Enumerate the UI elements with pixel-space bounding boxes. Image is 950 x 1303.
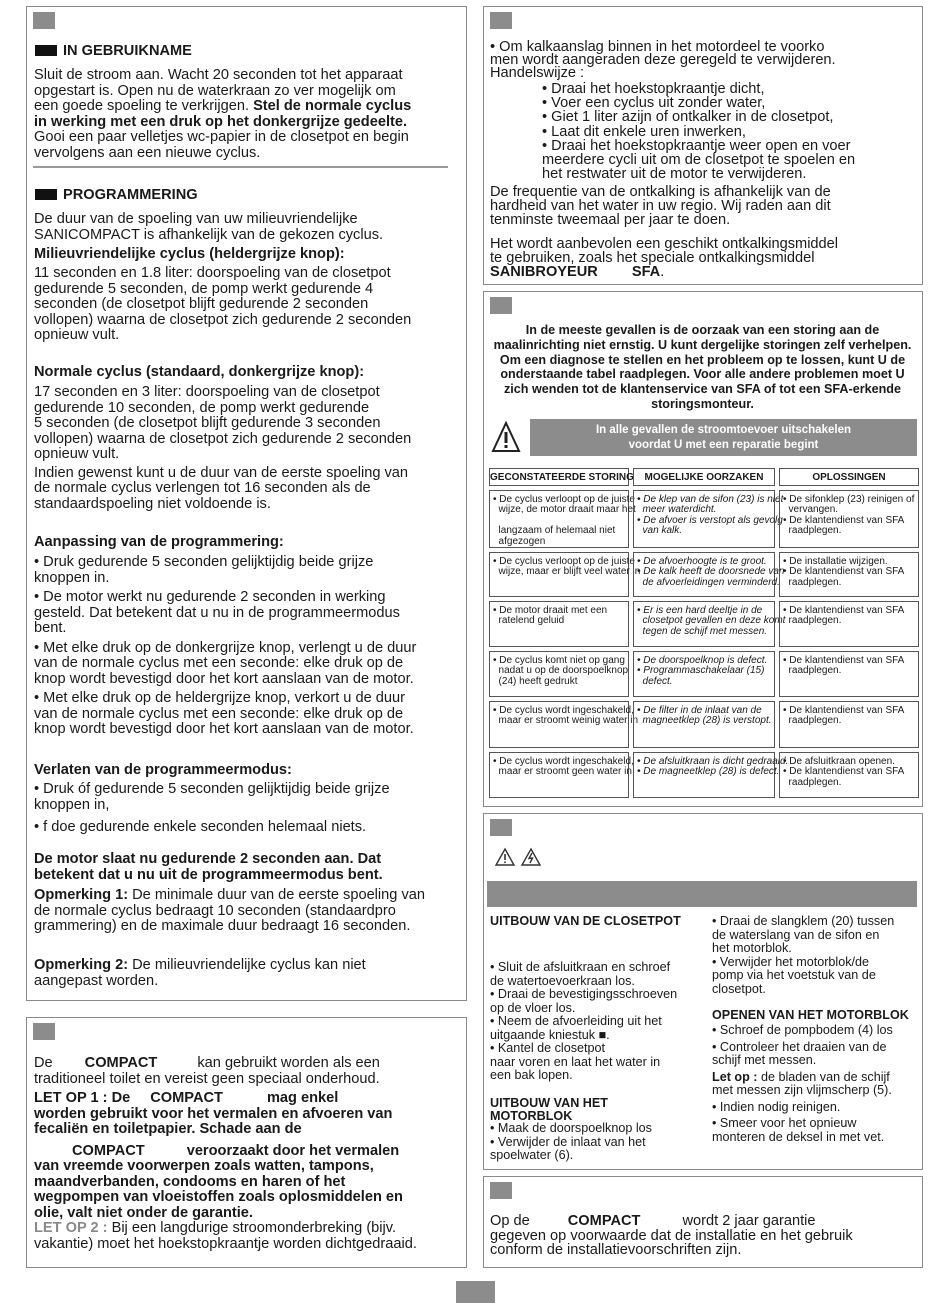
cell-line: • De klantendienst van SFA bbox=[783, 514, 905, 526]
exit-programming-list: • Druk óf gedurende 5 seconden gelijktijdig beide grijze knoppen in, • f doe gedurende enkele seconden helemaal niets. bbox=[34, 781, 390, 835]
cell-line: nadat u op de doorspoelknop bbox=[493, 665, 629, 677]
commissioning-heading: IN GEBRUIKNAME bbox=[35, 43, 192, 59]
cell-line: • De klantendienst van SFA bbox=[783, 566, 905, 578]
cause-cell bbox=[633, 601, 786, 647]
solution-cell bbox=[779, 552, 919, 597]
normal-cycle-heading: Normale cyclus (standaard, donkergrijze knop): bbox=[34, 364, 365, 380]
divider bbox=[33, 166, 448, 168]
cell-line: ratelend geluid bbox=[493, 615, 565, 627]
cell-line: closetpot gevallen en deze komt bbox=[637, 615, 786, 627]
cell-line: raadplegen. bbox=[783, 525, 842, 537]
programming-intro: De duur van de spoeling van uw milieuvriendelijke SANICOMPACT is afhankelijk van de gekozen cyclus. bbox=[34, 211, 384, 243]
section-warranty bbox=[483, 1176, 923, 1268]
cause-cell bbox=[633, 651, 775, 697]
section-number-tab bbox=[490, 1182, 512, 1199]
cell-line: • De cyclus wordt ingeschakeld, bbox=[493, 756, 634, 767]
descaling-intro: • Om kalkaanslag binnen in het motordeel te voorko men wordt aangeraden deze geregeld te verwijderen. Handelswijze : bbox=[490, 39, 836, 81]
cell-line: raadplegen. bbox=[783, 715, 842, 727]
electric-hazard-icon bbox=[521, 847, 541, 867]
cell-line: • De klantendienst van SFA bbox=[783, 655, 905, 666]
toilet-removal-steps: • Sluit de afsluitkraan en schroef de watertoevoerkraan los. • Draai de bevestigingsschroeven op de vloer los. • Neem de afvoerleiding uit het uitgaande kniestuk ■. • Kantel de closetpot naar voren en laat het water in een bak lopen. bbox=[490, 960, 678, 1082]
motor-removal-heading: UITBOUW VAN HET MOTORBLOK bbox=[490, 1096, 608, 1123]
cause-cell bbox=[633, 752, 789, 798]
solution-cell bbox=[779, 701, 919, 748]
section-number-tab bbox=[33, 1023, 55, 1040]
cell-line: defect. bbox=[637, 675, 673, 687]
eco-cycle-heading: Milieuvriendelijke cyclus (heldergrijze knop): bbox=[34, 246, 345, 262]
cell-line: • De doorspoelknop is defect. bbox=[637, 655, 768, 666]
fault-cell bbox=[489, 552, 641, 597]
cell-line: • De installatie wijzigen. bbox=[783, 556, 888, 567]
cell-line: • De afvoerhoogte is te groot. bbox=[637, 556, 767, 567]
motor-removal-continued: • Draai de slangklem (20) tussen de waterslang van de sifon en het motorblok. • Verwijder het motorblok/de pomp via het voetstuk van de closetpot. bbox=[712, 914, 895, 996]
motor-confirm-text: De motor slaat nu gedurende 2 seconden aan. Dat betekent dat u nu uit de programmeermodus bent. bbox=[34, 851, 383, 883]
cell-line: de afvoerleidingen verminderd. bbox=[637, 576, 780, 588]
exit-programming-heading: Verlaten van de programmeermodus: bbox=[34, 762, 292, 778]
fault-cell bbox=[489, 490, 636, 548]
cell-line: • De cyclus komt niet op gang bbox=[493, 655, 625, 666]
section-number-tab bbox=[490, 297, 512, 314]
solution-cell bbox=[779, 601, 919, 647]
cell-line: • De klantendienst van SFA bbox=[783, 605, 905, 616]
fault-cell bbox=[489, 752, 634, 798]
cell-line: • De klantendienst van SFA bbox=[783, 705, 905, 716]
programming-heading: PROGRAMMERING bbox=[35, 187, 198, 203]
cell-line: • De motor draait met een bbox=[493, 605, 608, 616]
power-off-warning: In alle gevallen de stroomtoevoer uitschakelen voordat U met een reparatie begint bbox=[530, 419, 917, 456]
section-commissioning-programming bbox=[26, 6, 467, 1001]
cell-line: • De klantendienst van SFA bbox=[783, 766, 905, 778]
cause-cell bbox=[633, 490, 784, 548]
section-usage bbox=[26, 1017, 467, 1268]
cell-line: • De klep van de sifon (23) is niet bbox=[637, 494, 784, 505]
cell-line: wijze, de motor draait maar het bbox=[493, 504, 636, 516]
cell-line: • De afvoer is verstopt als gevolg bbox=[637, 514, 783, 526]
section-number-tab bbox=[490, 12, 512, 29]
fault-cell bbox=[489, 601, 629, 647]
cell-line: • De filter in de inlaat van de bbox=[637, 705, 762, 716]
cell-line: meer waterdicht. bbox=[637, 504, 717, 516]
cell-line: raadplegen. bbox=[783, 615, 842, 627]
section-maintenance bbox=[483, 813, 923, 1170]
normal-cycle-text: 17 seconden en 3 liter: doorspoeling van de closetpot gedurende 10 seconden, de pomp werkt gedurende 5 seconden (de closetpot blijft gedurende 3 seconden vollopen) waarna de closetpot zich gedurende 2 seconden opnieuw vult. Indien gewenst kunt u de duur van de eerste spoeling van de normale cyclus verlengen tot 16 seconden als de standaardspoeling niet voldoende is. bbox=[34, 384, 412, 512]
descaling-steps: • Draai het hoekstopkraantje dicht, • Voer een cyclus uit zonder water, • Giet 1 liter azijn of ontkalker in de closetpot, • Laat dit enkele uren inwerken, • Draai het hoekstopkraantje weer open en voer meerdere cycli uit om de closetpot te spoelen en het restwater uit de motor te verwijderen. bbox=[542, 81, 856, 183]
cell-line: raadplegen. bbox=[783, 576, 842, 588]
cell-line: van kalk. bbox=[637, 525, 683, 537]
descaling-frequency: De frequentie van de ontkalking is afhankelijk van de hardheid van het water in uw regio. Wij raden aan dit tenminste tweemaal per jaar te doen. bbox=[490, 184, 831, 229]
cell-line: raadplegen. bbox=[783, 776, 842, 788]
toilet-removal-heading: UITBOUW VAN DE CLOSETPOT bbox=[490, 914, 681, 928]
fault-cell bbox=[489, 701, 639, 748]
section-troubleshooting bbox=[483, 291, 923, 807]
cell-line: maar er stroomt geen water in bbox=[493, 766, 632, 778]
cell-line: vervangen. bbox=[783, 504, 839, 516]
commissioning-text: Sluit de stroom aan. Wacht 20 seconden tot het apparaat opgestart is. Open nu de waterkraan zo ver mogelijk om een goede spoeling te verkrijgen. Stel de normale cyclus in werking met een druk op het donkergrijze gedeelte. Gooi een paar velletjes wc-papier in de closetpot en begin vervolgens aan een nieuwe cyclus. bbox=[34, 67, 412, 161]
cell-line: • Programmaschakelaar (15) bbox=[637, 665, 765, 677]
cell-line: • De cyclus verloopt op de juiste bbox=[493, 556, 635, 567]
motor-removal-steps: • Maak de doorspoelknop los • Verwijder de inlaat van het spoelwater (6). bbox=[490, 1121, 652, 1162]
fault-cell bbox=[489, 651, 629, 697]
cell-line: (24) heeft gedrukt bbox=[493, 675, 578, 687]
cell-line: wijze, maar er blijft veel water in bbox=[493, 566, 641, 578]
troubleshooting-intro: In de meeste gevallen is de oorzaak van een storing aan de maalinrichting niet ernstig. U kunt dergelijke storingen zelf verhelpen. Om een diagnose te stellen en het probleem op te lossen, kunt U de onderstaande tabel raadplegen. Voor alle andere problemen moet U zich wenden tot de klantenservice van SFA of tot een SFA-erkende storingsmonteur. bbox=[493, 323, 912, 411]
cell-line: • De sifonklep (23) reinigen of bbox=[783, 494, 915, 505]
warranty-text: Op de COMPACT wordt 2 jaar garantie gegeven op voorwaarde dat de installatie en het gebruik conform de installatievoorschriften zijn. bbox=[490, 1213, 853, 1258]
descaling-advice: Het wordt aanbevolen een geschikt ontkalkingsmiddel te gebruiken, zoals het speciale ontkalkingsmiddel SANIBROYEUR SFA. bbox=[490, 236, 839, 281]
solution-cell bbox=[779, 651, 919, 697]
solution-cell bbox=[779, 752, 919, 798]
cause-cell bbox=[633, 701, 775, 748]
cell-line: magneetklep (28) is verstopt. bbox=[637, 715, 772, 727]
page-number-tab bbox=[456, 1281, 495, 1303]
table-header-causes: MOGELIJKE OORZAKEN bbox=[633, 468, 775, 486]
remark-1: Opmerking 1: De minimale duur van de eerste spoeling van de normale cyclus bedraagt 10 seconden (standaardpro grammering) en de maximale duur bedraagt 16 seconden. bbox=[34, 887, 425, 934]
cell-line: • Er is een hard deeltje in de bbox=[637, 605, 763, 616]
cell-line: • De cyclus wordt ingeschakeld, bbox=[493, 705, 634, 716]
cell-line: • De afsluitkraan is dicht gedraaid. bbox=[637, 756, 789, 767]
table-header-fault: GECONSTATEERDE STORING bbox=[489, 468, 629, 486]
open-motor-steps: • Schroef de pompbodem (4) los • Controleer het draaien van de schijf met messen. Let op : de bladen van de schijf met messen zijn vlijmscherp (5). • Indien nodig reinigen. • Smeer voor het opnieuw monteren de deksel in met vet. bbox=[712, 1023, 893, 1144]
cell-line: tegen de schijf met messen. bbox=[637, 625, 768, 637]
cell-line: • De cyclus verloopt op de juiste bbox=[493, 494, 635, 505]
troubleshooting-table bbox=[489, 468, 919, 803]
remark-2: Opmerking 2: De milieuvriendelijke cyclus kan niet aangepast worden. bbox=[34, 957, 366, 989]
cell-line: • De kalk heeft de doorsnede van bbox=[637, 566, 785, 578]
usage-text: De COMPACT kan gebruikt worden als een traditioneel toilet en vereist geen speciaal onderhoud. LET OP 1 : De COMPACT mag enkel worden gebruikt voor het vermalen en afvoeren van fecaliën en toiletpapier. Schade aan de COMPACT veroorzaakt door het vermalen van vreemde voorwerpen zoals watten, tampons, maandverbanden, condooms en haren of het wegpompen van vloeistoffen zoals oplosmiddelen en olie, valt niet onder de garantie. LET OP 2 : Bij een langdurige stroomonderbreking (bijv. vakantie) moet het hoekstopkraantje worden dichtgedraaid. bbox=[34, 1055, 417, 1252]
section-descaling bbox=[483, 6, 923, 285]
cell-line: • De magneetklep (28) is defect. bbox=[637, 766, 780, 778]
adjust-programming-heading: Aanpassing van de programmering: bbox=[34, 534, 284, 550]
caution-triangle-icon bbox=[495, 847, 515, 867]
maintenance-banner bbox=[487, 881, 917, 907]
warning-triangle-icon bbox=[491, 420, 521, 454]
table-header-solutions: OPLOSSINGEN bbox=[779, 468, 919, 486]
cause-cell bbox=[633, 552, 785, 597]
section-number-tab bbox=[490, 819, 512, 836]
open-motor-heading: OPENEN VAN HET MOTORBLOK bbox=[712, 1008, 909, 1022]
cell-line: afgezogen bbox=[493, 535, 546, 547]
eco-cycle-text: 11 seconden en 1.8 liter: doorspoeling van de closetpot gedurende 5 seconden, de pomp werkt gedurende 4 seconden (de closetpot blijft gedurende 2 seconden vollopen) waarna de closetpot zich gedurende 2 seconden opnieuw vult. bbox=[34, 265, 412, 343]
section-number-tab bbox=[33, 12, 55, 29]
cell-line: raadplegen. bbox=[783, 665, 842, 677]
cell-line: maar er stroomt weinig water in bbox=[493, 715, 639, 727]
adjust-programming-list: • Druk gedurende 5 seconden gelijktijdig beide grijze knoppen in. • De motor werkt nu gedurende 2 seconden in werking gesteld. Dat betekent dat u nu in de programmeermodus bent. • Met elke druk op de donkergrijze knop, verlengt u de duur van de normale cyclus met een seconde: elke druk op de knop wordt bevestigd door het kort aanslaan van de motor. • Met elke druk op de heldergrijze knop, verkort u de duur van de normale cyclus met een seconde: elke druk op de knop wordt bevestigd door het kort aanslaan van de motor. bbox=[34, 554, 417, 737]
solution-cell bbox=[779, 490, 919, 548]
cell-line: langzaam of helemaal niet bbox=[493, 525, 616, 537]
cell-line: • De afsluitkraan openen. bbox=[783, 756, 895, 767]
